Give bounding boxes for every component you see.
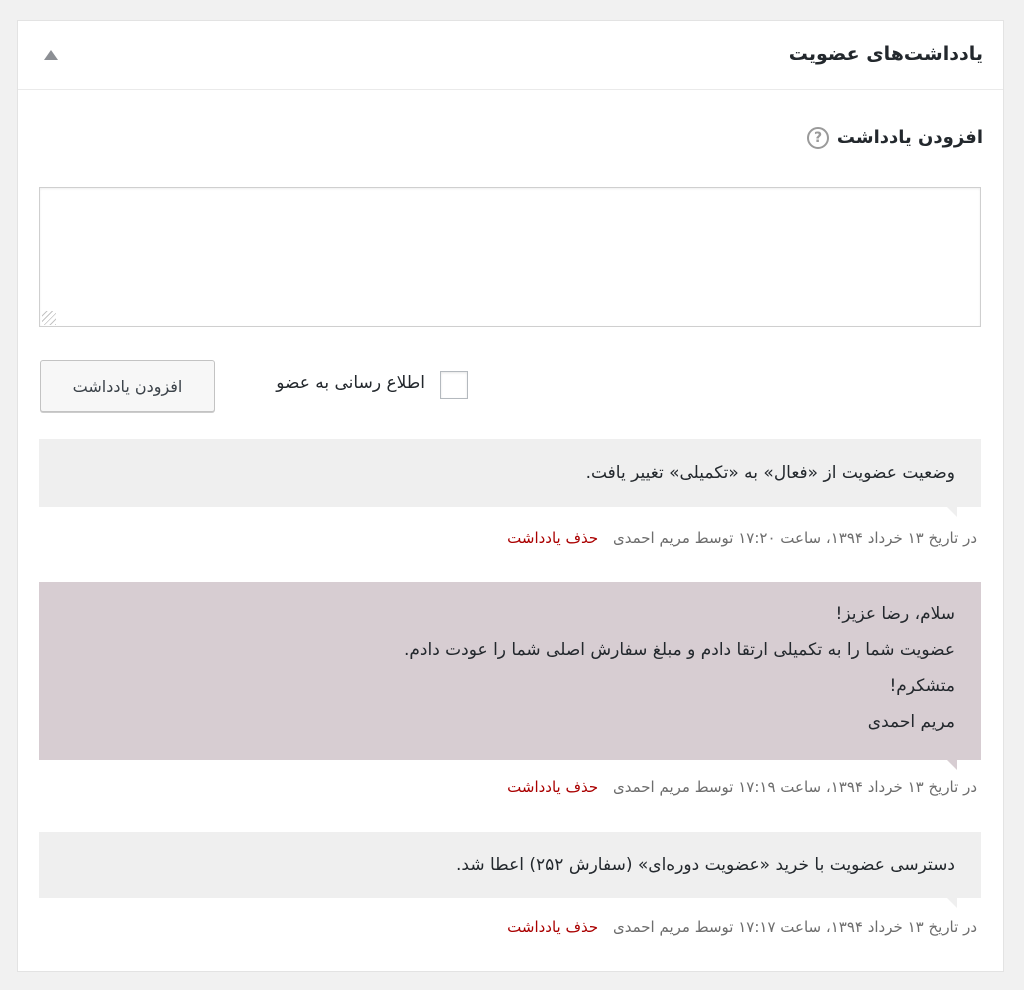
note-item [39,832,981,898]
note-text-line: مریم احمدی [867,712,955,732]
note-text: وضعیت عضویت از «فعال» به «تکمیلی» تغییر یافت. [585,463,955,483]
note-meta-text: در تاریخ ۱۳ خرداد ۱۳۹۴، ساعت ۱۷:۲۰ توسط مریم احمدی [612,529,977,547]
note-item [39,439,981,507]
note-meta-text: در تاریخ ۱۳ خرداد ۱۳۹۴، ساعت ۱۷:۱۷ توسط مریم احمدی [612,918,977,936]
note-meta [507,918,977,936]
membership-notes-panel [17,20,1004,972]
panel-header [18,21,1003,90]
note-text-line: عضویت شما را به تکمیلی ارتقا دادم و مبلغ سفارش اصلی شما را عودت دادم. [403,640,955,660]
notify-member-label[interactable]: اطلاع رسانی به عضو [276,373,425,393]
resize-grip-icon[interactable] [42,311,56,325]
note-text-line: متشکرم! [889,676,955,696]
delete-note-link[interactable]: حذف یادداشت [507,778,599,796]
note-meta [507,529,977,547]
note-text: دسترسی عضویت با خرید «عضویت دوره‌ای» (سفارش ۲۵۲) اعطا شد. [456,855,955,875]
help-icon[interactable]: ? [807,127,829,149]
collapse-toggle-icon[interactable] [44,50,58,60]
note-textarea[interactable] [39,187,981,327]
note-meta-text: در تاریخ ۱۳ خرداد ۱۳۹۴، ساعت ۱۷:۱۹ توسط مریم احمدی [612,778,977,796]
note-meta [507,778,977,796]
note-text-line: سلام، رضا عزیز! [835,604,955,624]
notify-member-checkbox[interactable] [440,371,468,399]
panel-title: یادداشت‌های عضویت [788,43,983,65]
note-item [39,582,981,760]
delete-note-link[interactable]: حذف یادداشت [507,529,599,547]
add-note-button[interactable]: افزودن یادداشت [40,360,215,412]
add-note-heading: افزودن یادداشت [836,127,983,148]
delete-note-link[interactable]: حذف یادداشت [507,918,599,936]
